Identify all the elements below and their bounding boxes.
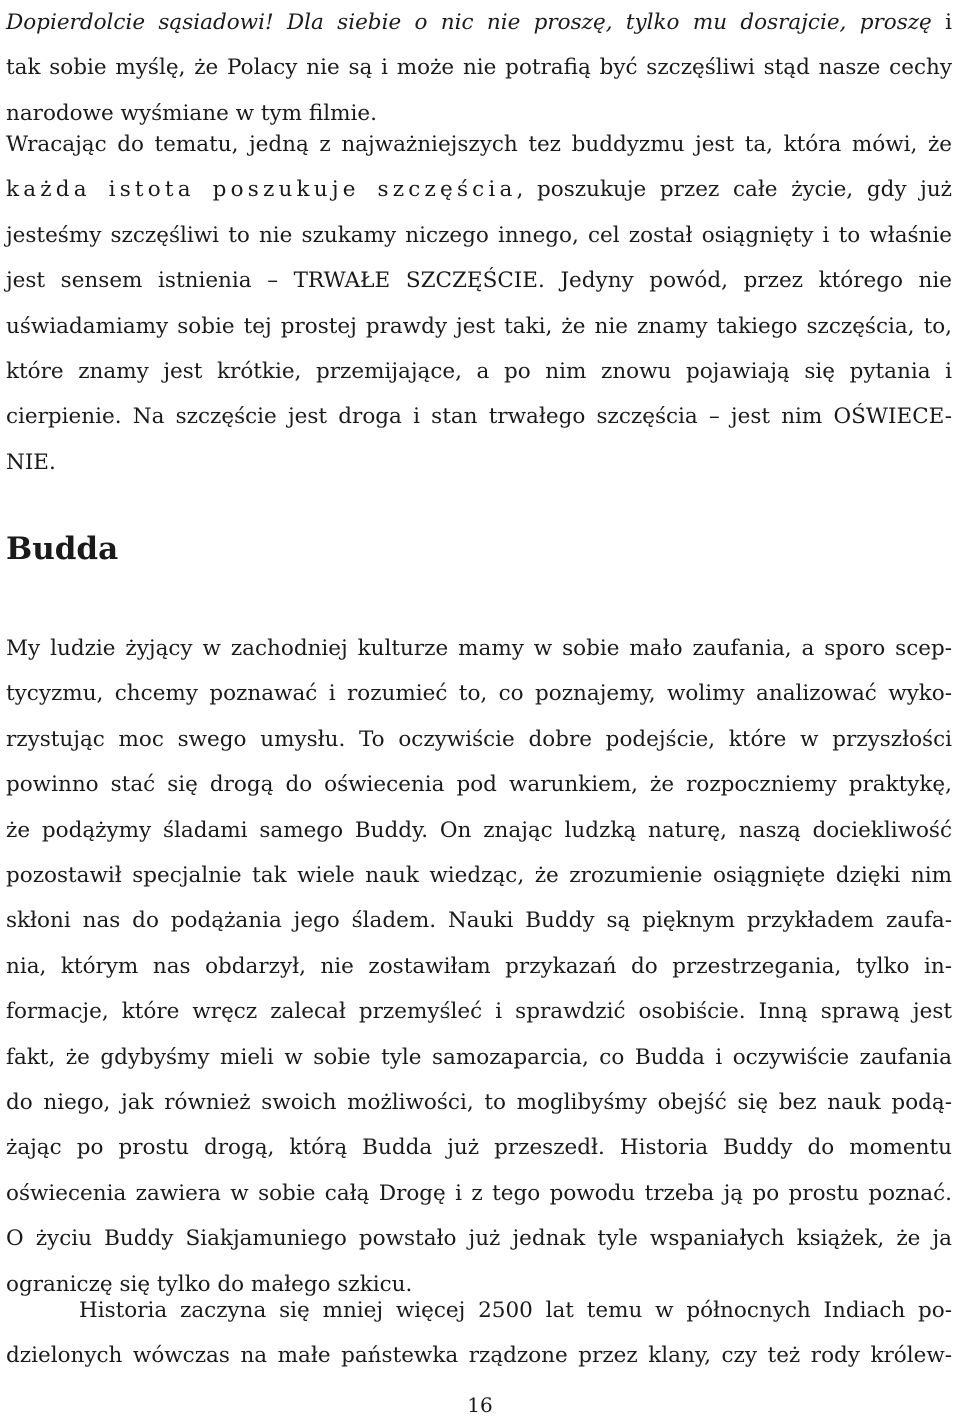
p3-line: dzielonych wówczas na małe państewka rządzone przez klany, czy też rody królew- bbox=[6, 1343, 952, 1369]
p2-line: pozostawił specjalnie tak wiele nauk wiedząc, że zrozumienie osiągnięte dzięki nim bbox=[6, 863, 952, 889]
p2-line: że podążymy śladami samego Buddy. On znając ludzką naturę, naszą dociekliwość bbox=[6, 817, 952, 843]
p1-line-4: jest sensem istnienia – TRWAŁE SZCZĘŚCIE. Jedyny powód, przez którego nie bbox=[6, 268, 952, 294]
p2-line: ograniczę się tylko do małego szkicu. bbox=[6, 1271, 413, 1297]
paragraph-budda bbox=[6, 626, 952, 1307]
intro-line-2: tak sobie myślę, że Polacy nie są i może nie potrafią być szczęśliwi stąd nasze cechy bbox=[6, 55, 952, 81]
intro-line-3: narodowe wyśmiane w tym filmie. bbox=[6, 100, 377, 126]
intro-paragraph bbox=[6, 0, 952, 136]
p2-line: żając po prostu drogą, którą Budda już przeszedł. Historia Buddy do momentu bbox=[6, 1135, 952, 1161]
p1-line-5: uświadamiamy sobie tej prostej prawdy jest taki, że nie znamy takiego szczęścia, to, bbox=[6, 313, 952, 339]
p2-line: nia, którym nas obdarzył, nie zostawiłam przykazań do przestrzegania, tylko in- bbox=[6, 953, 952, 979]
italic-quote: Dopierdolcie sąsiadowi! Dla siebie o nic nie proszę, tylko mu dosrajcie, proszę bbox=[6, 10, 932, 35]
p2-line: powinno stać się drogą do oświecenia pod warunkiem, że rozpoczniemy praktykę, bbox=[6, 772, 952, 798]
p2-line: tycyzmu, chcemy poznawać i rozumieć to, co poznajemy, wolimy analizować wyko- bbox=[6, 681, 952, 707]
p1-line-2: każda istota poszukuje szczęścia, poszukuje przez całe życie, gdy już bbox=[6, 177, 952, 203]
p2-line: fakt, że gdybyśmy mieli w sobie tyle samozaparcia, co Budda i oczywiście zaufania bbox=[6, 1044, 952, 1070]
p1-line-1: Wracając do tematu, jedną z najważniejszych tez buddyzmu jest ta, która mówi, że bbox=[6, 132, 952, 157]
spaced-emphasis: każda istota poszukuje szczęścia bbox=[6, 177, 517, 203]
p3-line: Historia zaczyna się mniej więcej 2500 lat temu w północnych Indiach po- bbox=[79, 1298, 952, 1323]
paragraph-tematu bbox=[6, 122, 952, 485]
p1-line-7: cierpienie. Na szczęście jest droga i stan trwałego szczęścia – jest nim OŚWIECE- bbox=[6, 404, 952, 430]
p2-line: My ludzie żyjący w zachodniej kulturze mamy w sobie mało zaufania, a sporo scep- bbox=[6, 636, 952, 661]
paragraph-historia bbox=[6, 1288, 952, 1379]
section-heading: Budda bbox=[6, 531, 119, 567]
p2-line: do niego, jak również swoich możliwości, to moglibyśmy obejść się bez nauk podą- bbox=[6, 1090, 952, 1116]
p2-line: rzystując moc swego umysłu. To oczywiście dobre podejście, które w przyszłości bbox=[6, 726, 952, 752]
p2-line: O życiu Buddy Siakjamuniego powstało już jednak tyle wspaniałych książek, że ja bbox=[6, 1226, 952, 1252]
p1-line-8: NIE. bbox=[6, 449, 56, 475]
p2-line: oświecenia zawiera w sobie całą Drogę i z tego powodu trzeba ją po prostu poznać. bbox=[6, 1180, 952, 1206]
p2-line: formacje, które wręcz zalecał przemyśleć i sprawdzić osobiście. Inną sprawą jest bbox=[6, 999, 952, 1025]
p2-line: skłoni nas do podążania jego śladem. Nauki Buddy są pięknym przykładem zaufa- bbox=[6, 908, 952, 934]
p1-line-3: jesteśmy szczęśliwi to nie szukamy niczego innego, cel został osiągnięty i to właśnie bbox=[6, 222, 952, 248]
page-number: 16 bbox=[467, 1393, 493, 1417]
intro-line-1: Dopierdolcie sąsiadowi! Dla siebie o nic nie proszę, tylko mu dosrajcie, proszę i bbox=[6, 10, 952, 35]
p1-line-6: które znamy jest krótkie, przemijające, a po nim znowu pojawiają się pytania i bbox=[6, 359, 952, 385]
